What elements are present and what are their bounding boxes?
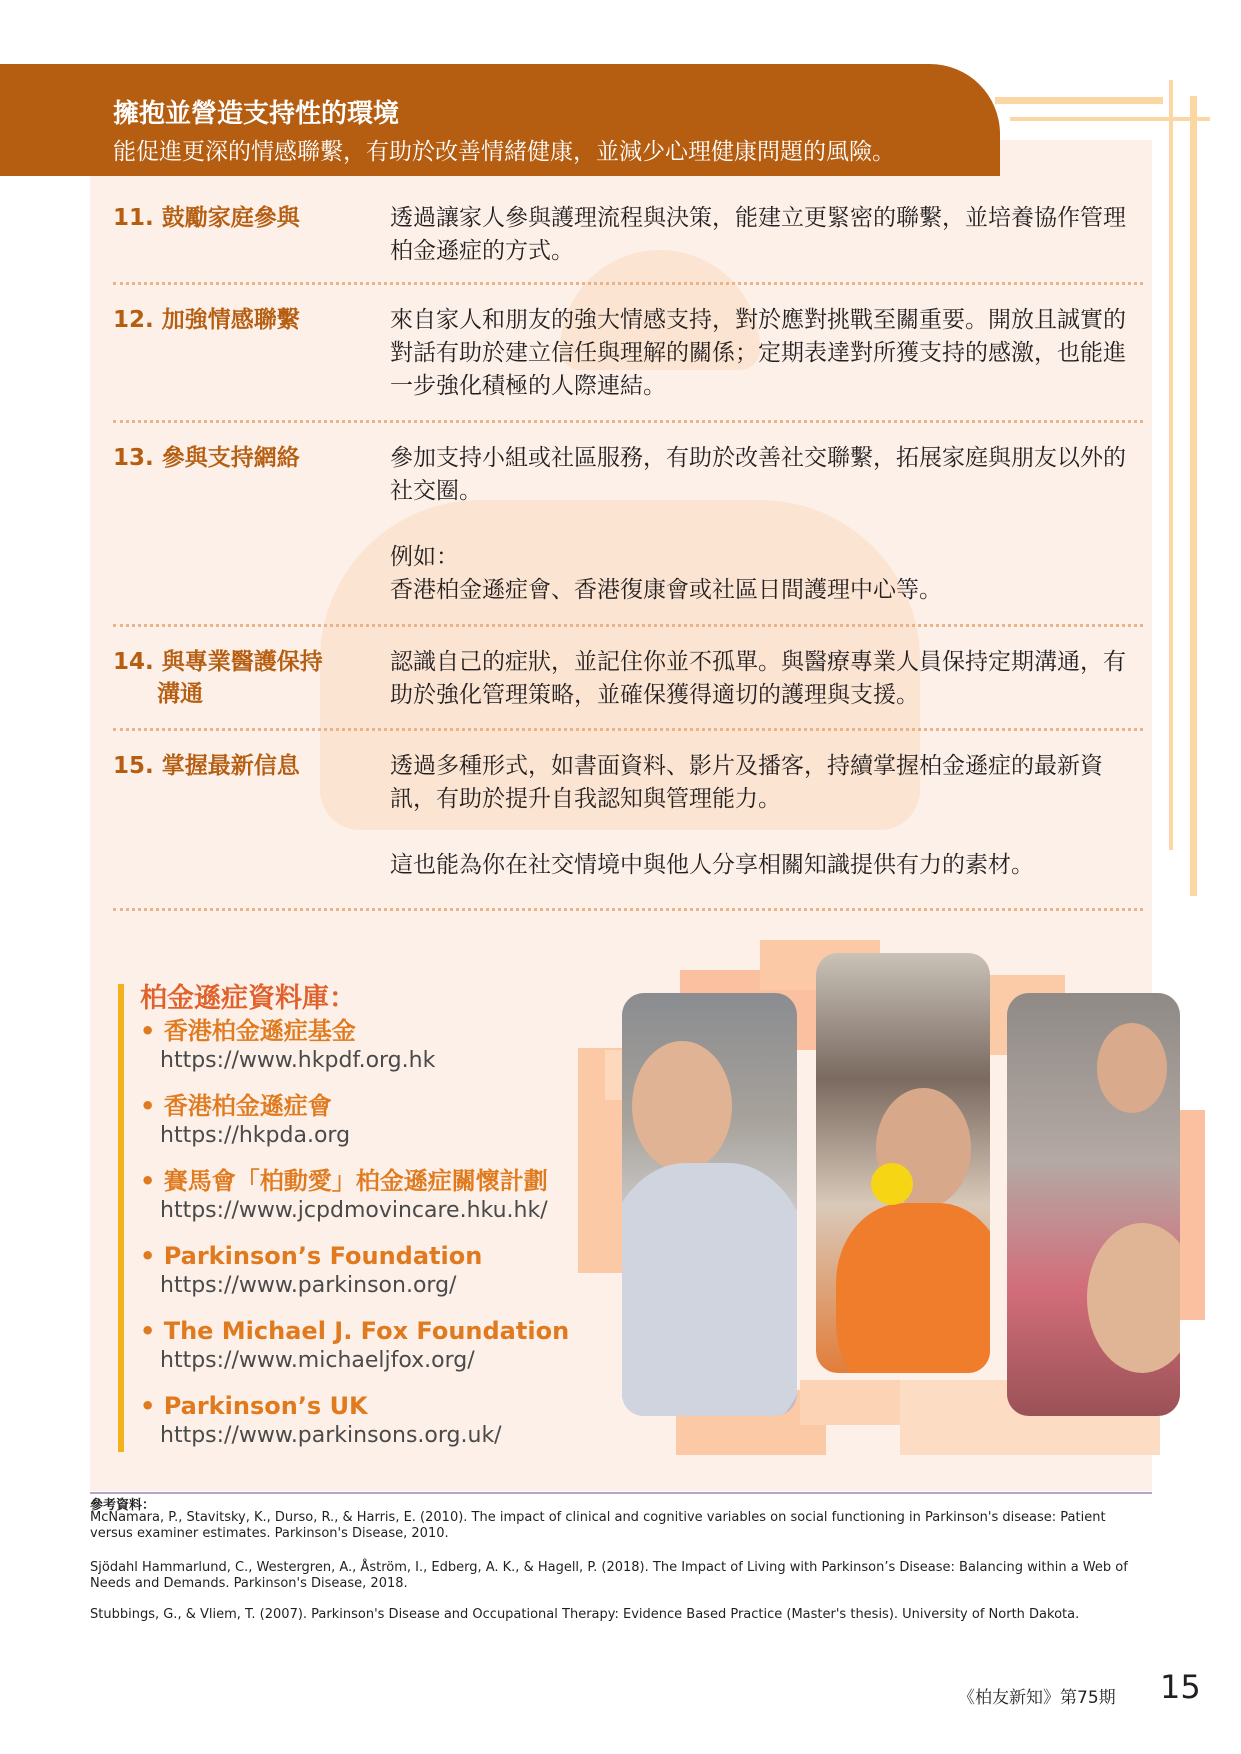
- decorative-line-top: [995, 97, 1163, 104]
- tip-body: [390, 646, 1135, 712]
- resource-item: [140, 1316, 620, 1391]
- tip-paragraph: 例如：: [390, 544, 459, 570]
- person-figure: [622, 1163, 797, 1416]
- resource-name: • 賽馬會「柏動愛」柏金遜症關懷計劃: [140, 1166, 620, 1196]
- tip-paragraph: 透過多種形式，如書面資料、影片及播客，持續掌握柏金遜症的最新資訊，有助於提升自我認知與管理能力。: [390, 753, 1103, 812]
- person-figure: [1087, 1223, 1180, 1373]
- resource-name: • 香港柏金遜症會: [140, 1091, 620, 1121]
- resource-link[interactable]: https://www.michaeljfox.org/: [160, 1348, 475, 1373]
- dotted-divider: [113, 728, 1143, 731]
- decorative-line-top-2: [1010, 117, 1210, 121]
- resources-list: [140, 1016, 620, 1466]
- tip-body: [390, 202, 1135, 268]
- resource-item: [140, 1391, 620, 1466]
- person-figure: [632, 1041, 732, 1171]
- resource-name: • 香港柏金遜症基金: [140, 1016, 620, 1046]
- tip-title: 12. 加強情感聯繫: [113, 307, 300, 333]
- resource-item: [140, 1016, 620, 1091]
- tip-title: [113, 646, 373, 710]
- resource-link[interactable]: https://www.hkpdf.org.hk: [160, 1048, 436, 1073]
- tip-title-line: 14. 與專業醫護保持: [113, 649, 323, 675]
- tip-paragraph: 來自家人和朋友的強大情感支持，對於應對挑戰至關重要。開放且誠實的對話有助於建立信任與理解的關係；定期表達對所獲支持的感激，也能進一步強化積極的人際連結。: [390, 307, 1126, 399]
- content-panel-corner: [1000, 140, 1152, 180]
- decorative-line-vertical: [1169, 80, 1173, 850]
- resource-item: [140, 1241, 620, 1316]
- tip-title: 15. 掌握最新信息: [113, 753, 300, 779]
- microphone: [871, 1163, 913, 1205]
- event-photo-3: [1007, 993, 1180, 1416]
- tip-body: [390, 750, 1135, 882]
- tip-paragraph: 透過讓家人參與護理流程與決策，能建立更緊密的聯繫，並培養協作管理柏金遜症的方式。: [390, 205, 1126, 264]
- tip-body: [390, 442, 1135, 607]
- resource-item: [140, 1166, 620, 1241]
- dotted-divider: [113, 908, 1143, 911]
- resource-item: [140, 1091, 620, 1166]
- tip-body: [390, 304, 1135, 403]
- tip-title: 11. 鼓勵家庭參與: [113, 205, 300, 231]
- dotted-divider: [113, 282, 1143, 285]
- publication-name: 《柏友新知》第75期: [958, 1688, 1116, 1708]
- tip-paragraph: 認識自己的症狀，並記住你並不孤單。與醫療專業人員保持定期溝通，有助於強化管理策略，並確保獲得適切的護理與支援。: [390, 649, 1126, 708]
- resource-link[interactable]: https://www.parkinsons.org.uk/: [160, 1423, 502, 1448]
- tip-title-line: 溝通: [157, 681, 203, 707]
- reference-item: McNamara, P., Stavitsky, K., Durso, R., & Harris, E. (2010). The impact of clinical and cognitive variables on social functioning in Parkinson's disease: Patient versus examiner estimates. Parkinson's Disease, 2010.: [90, 1510, 1106, 1541]
- resource-link[interactable]: https://hkpda.org: [160, 1123, 351, 1148]
- tip-paragraph: 香港柏金遜症會、香港復康會或社區日間護理中心等。: [390, 577, 942, 603]
- resources-accent-bar: [118, 984, 124, 1452]
- tip-paragraph: 這也能為你在社交情境中與他人分享相關知識提供有力的素材。: [390, 852, 1034, 878]
- resource-link[interactable]: https://www.jcpdmovincare.hku.hk/: [160, 1198, 548, 1223]
- resource-name: • Parkinson’s UK: [140, 1391, 620, 1421]
- person-figure: [1097, 1023, 1167, 1113]
- references-title: 參考資料：: [90, 1498, 156, 1513]
- event-photo-2: [816, 953, 990, 1373]
- reference-item: Stubbings, G., & Vliem, T. (2007). Parkinson's Disease and Occupational Therapy: Evidence Based Practice (Master's thesis). University of North Dakota.: [90, 1607, 1080, 1622]
- resource-name: • The Michael J. Fox Foundation: [140, 1316, 620, 1346]
- references-divider: [90, 1492, 1152, 1494]
- reference-item: Sjödahl Hammarlund, C., Westergren, A., Åström, I., Edberg, A. K., & Hagell, P. (2018). The Impact of Living with Parkinson’s Disease: Balancing within a Web of Needs and Demands. Parkinson's Disease, 2018.: [90, 1560, 1128, 1591]
- dotted-divider: [113, 624, 1143, 627]
- dotted-divider: [113, 420, 1143, 423]
- page-number: 15: [1160, 1668, 1201, 1706]
- resource-name: • Parkinson’s Foundation: [140, 1241, 620, 1271]
- person-figure: [836, 1203, 990, 1373]
- tip-paragraph: 參加支持小組或社區服務，有助於改善社交聯繫，拓展家庭與朋友以外的社交圈。: [390, 445, 1126, 504]
- resources-title: 柏金遜症資料庫：: [140, 983, 356, 1014]
- event-photo-1: [622, 993, 797, 1416]
- section-title: 擁抱並營造支持性的環境: [113, 99, 400, 129]
- section-subtitle: 能促進更深的情感聯繫，有助於改善情緒健康，並減少心理健康問題的風險。: [113, 139, 895, 165]
- decorative-line-vertical-2: [1190, 96, 1197, 896]
- tip-title: 13. 參與支持網絡: [113, 445, 300, 471]
- resource-link[interactable]: https://www.parkinson.org/: [160, 1273, 457, 1298]
